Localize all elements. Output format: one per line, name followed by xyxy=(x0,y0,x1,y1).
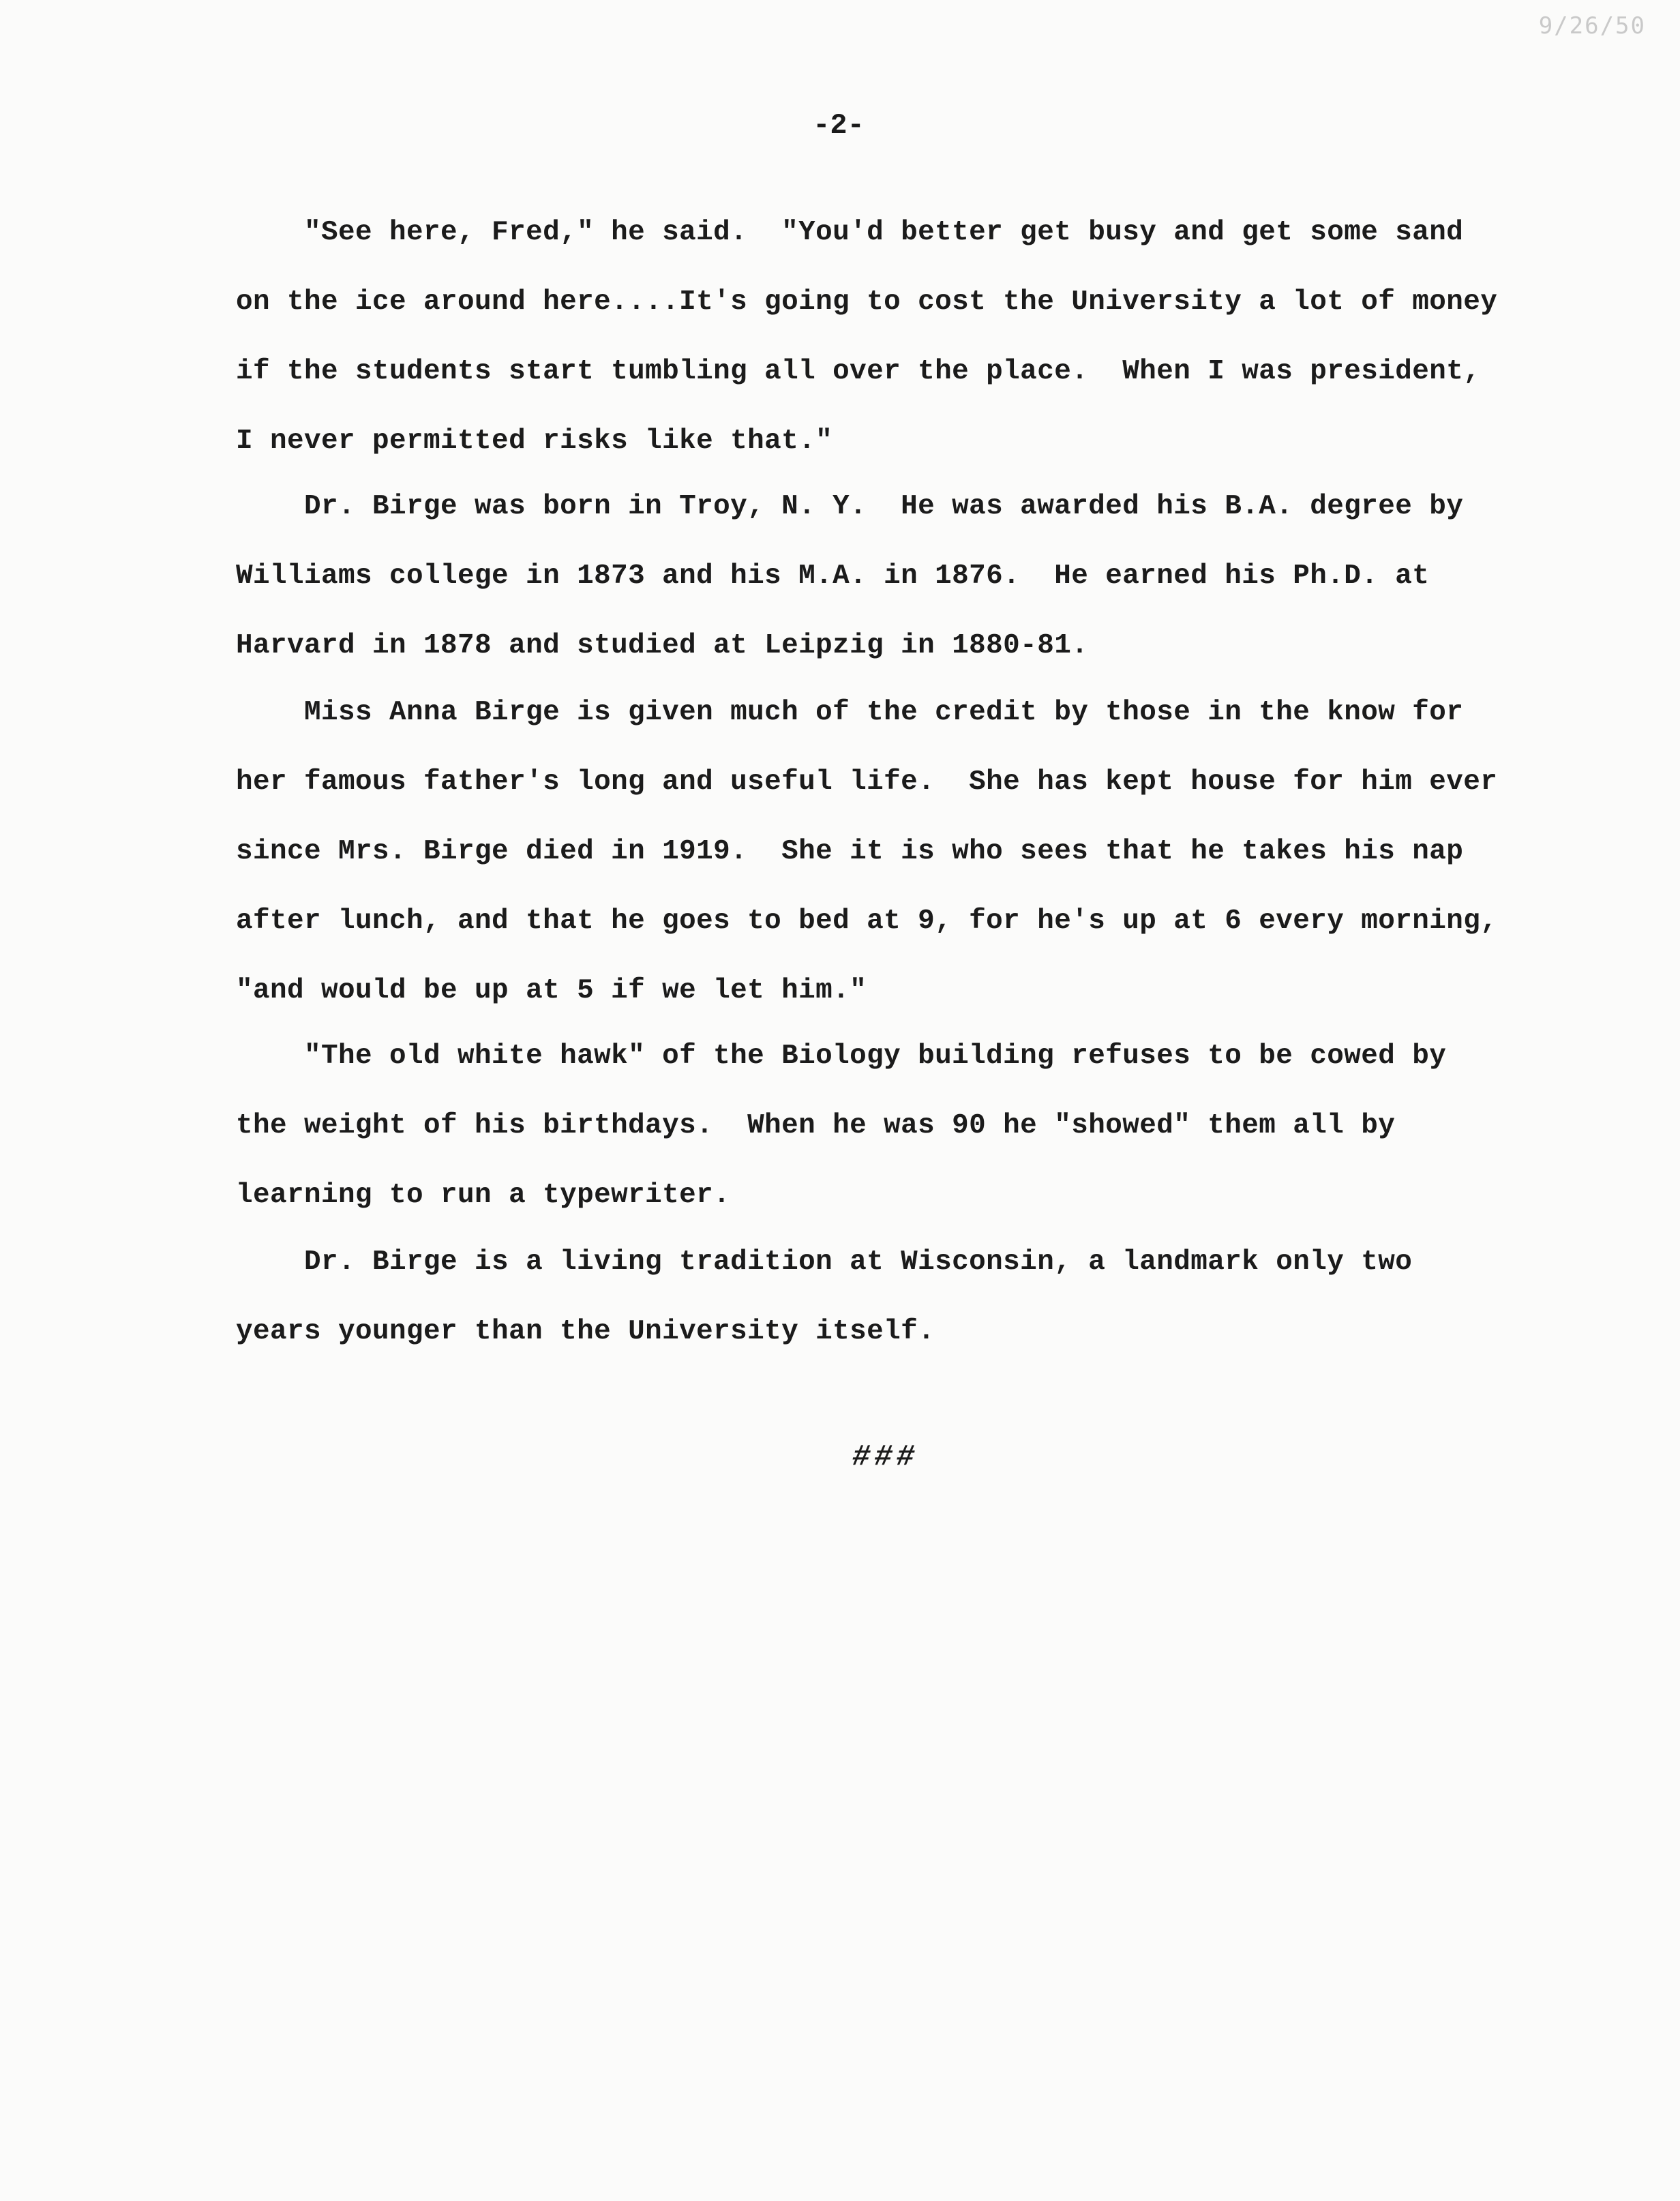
text-line: after lunch, and that he goes to bed at 9, for he's up at 6 every morning, xyxy=(236,905,1498,937)
text-line: since Mrs. Birge died in 1919. She it is who sees that he takes his nap xyxy=(236,836,1464,867)
paragraph-1 xyxy=(236,198,1518,476)
paragraph-4 xyxy=(236,1021,1518,1230)
paragraph-2 xyxy=(236,472,1518,680)
text-line: "See here, Fred," he said. "You'd better get busy and get some sand xyxy=(236,217,1464,248)
text-line: I never permitted risks like that." xyxy=(236,425,833,457)
text-line: Miss Anna Birge is given much of the credit by those in the know for xyxy=(236,697,1464,728)
text-line: "The old white hawk" of the Biology building refuses to be cowed by xyxy=(236,1040,1447,1072)
page-number: -2- xyxy=(813,109,865,142)
corner-date-mark: 9/26/50 xyxy=(1538,12,1646,40)
end-of-release-mark: ### xyxy=(852,1440,919,1474)
text-line: if the students start tumbling all over the place. When I was president, xyxy=(236,356,1481,387)
text-line: Dr. Birge was born in Troy, N. Y. He was awarded his B.A. degree by xyxy=(236,491,1464,522)
text-line: the weight of his birthdays. When he was 90 he "showed" them all by xyxy=(236,1110,1396,1141)
text-line: Williams college in 1873 and his M.A. in 1876. He earned his Ph.D. at xyxy=(236,560,1430,592)
text-line: her famous father's long and useful life. She has kept house for him ever xyxy=(236,766,1498,798)
text-line: Dr. Birge is a living tradition at Wisconsin, a landmark only two xyxy=(236,1246,1413,1278)
text-line: on the ice around here....It's going to cost the University a lot of money xyxy=(236,286,1498,318)
text-line: Harvard in 1878 and studied at Leipzig in 1880-81. xyxy=(236,630,1089,661)
text-line: learning to run a typewriter. xyxy=(236,1180,731,1211)
paragraph-3 xyxy=(236,678,1518,1025)
paragraph-5 xyxy=(236,1227,1518,1366)
text-line: "and would be up at 5 if we let him." xyxy=(236,975,867,1006)
text-line: years younger than the University itself. xyxy=(236,1316,935,1347)
